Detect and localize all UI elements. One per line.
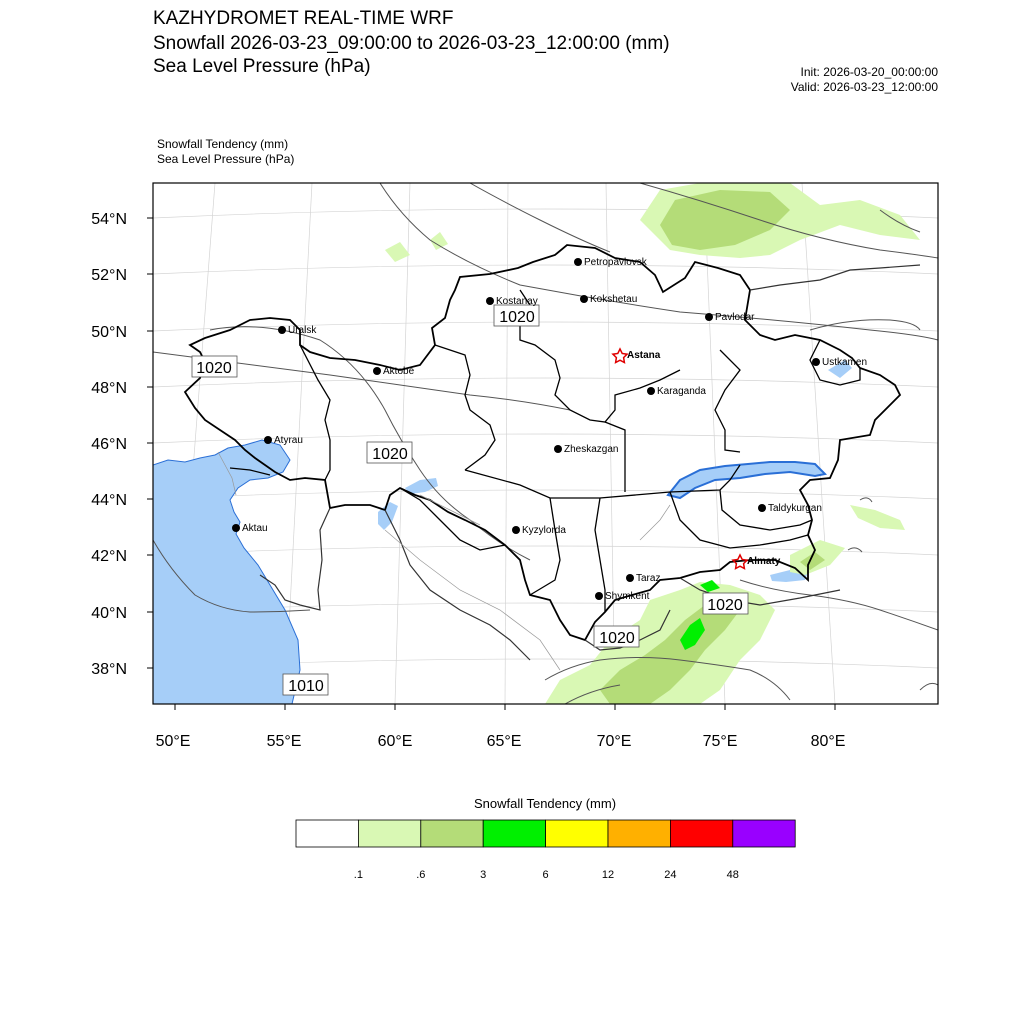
title-line-1: KAZHYDROMET REAL-TIME WRF [153,8,454,29]
isobar-label: 1020 [372,446,408,463]
lat-label: 44°N [91,492,127,509]
city-dot [758,504,766,512]
city-label: Taldykurgan [768,503,822,514]
colorbar-swatch [670,820,732,847]
lat-label: 48°N [91,380,127,397]
colorbar-swatch [483,820,545,847]
city-label: Pavlodar [715,312,755,323]
colorbar-label: 6 [542,869,549,881]
valid-time: Valid: 2026-03-23_12:00:00 [790,80,938,94]
city-label: Kyzylorda [522,525,566,536]
isobar-label: 1010 [288,678,324,695]
city-dot [705,313,713,321]
city-label: Karaganda [657,386,706,397]
lon-ticks [175,704,835,710]
city-label: Shymkent [605,591,650,602]
lat-label: 54°N [91,211,127,228]
city-label: Petropavlovsk [584,257,647,268]
subheader-line-2: Sea Level Pressure (hPa) [157,152,295,166]
lon-label: 65°E [486,733,522,750]
city-dot [626,574,634,582]
colorbar-label: 12 [601,869,615,881]
lon-label: 50°E [155,733,191,750]
colorbar [296,796,795,881]
city-dot [486,297,494,305]
colorbar-label: 3 [480,869,487,881]
isobar-label: 1020 [707,597,743,614]
lon-label: 80°E [810,733,846,750]
lat-label: 42°N [91,548,127,565]
city-dot [512,526,520,534]
city-dot [647,387,655,395]
isobar-label: 1020 [196,360,232,377]
title-line-3: Sea Level Pressure (hPa) [153,56,371,77]
city-label: Uralsk [288,325,317,336]
aral-sea-north [405,478,438,494]
colorbar-boxes [296,820,795,847]
city-label: Ustkamen [822,357,868,368]
map-content [153,183,938,704]
lon-label: 75°E [702,733,738,750]
lon-label: 70°E [596,733,632,750]
city-label: Aktobe [383,366,415,377]
capital-star-icon [613,349,627,363]
city-dot [580,295,588,303]
lat-label: 40°N [91,605,127,622]
colorbar-swatch [296,820,358,847]
colorbar-label: .6 [416,869,426,881]
city-label: Taraz [636,573,661,584]
colorbar-swatch [608,820,670,847]
city-dot [264,436,272,444]
city-label: Atyrau [274,435,303,446]
city-label: Almaty [747,556,781,567]
colorbar-title: Snowfall Tendency (mm) [473,796,617,811]
colorbar-label: .1 [353,869,363,881]
isobar-label: 1020 [599,630,635,647]
init-time: Init: 2026-03-20_00:00:00 [800,65,938,79]
city-label: Aktau [242,523,268,534]
lat-label: 46°N [91,436,127,453]
lat-label: 52°N [91,267,127,284]
lat-label: 50°N [91,324,127,341]
lon-label: 55°E [266,733,302,750]
title-line-2: Snowfall 2026-03-23_09:00:00 to 2026-03-23_12:00:00 (mm) [153,33,670,54]
city-dot [373,367,381,375]
city-label: Zheskazgan [564,444,619,455]
colorbar-swatch [733,820,795,847]
colorbar-swatch [358,820,420,847]
colorbar-label: 48 [726,869,739,881]
colorbar-swatch [546,820,608,847]
subheader-line-1: Snowfall Tendency (mm) [157,137,289,151]
colorbar-labels [354,869,739,881]
lon-label: 60°E [377,733,413,750]
city-dot [232,524,240,532]
city-dot [574,258,582,266]
city-label: Kostanay [496,296,538,307]
isobar-label: 1020 [499,309,535,326]
city-label: Astana [627,350,661,361]
city-label: Kokshetau [590,294,638,305]
city-dot [278,326,286,334]
city-dot [595,592,603,600]
colorbar-label: 24 [664,869,677,881]
colorbar-swatch [421,820,483,847]
lat-label: 38°N [91,661,127,678]
city-dot [812,358,820,366]
city-dot [554,445,562,453]
lat-ticks [147,218,153,668]
